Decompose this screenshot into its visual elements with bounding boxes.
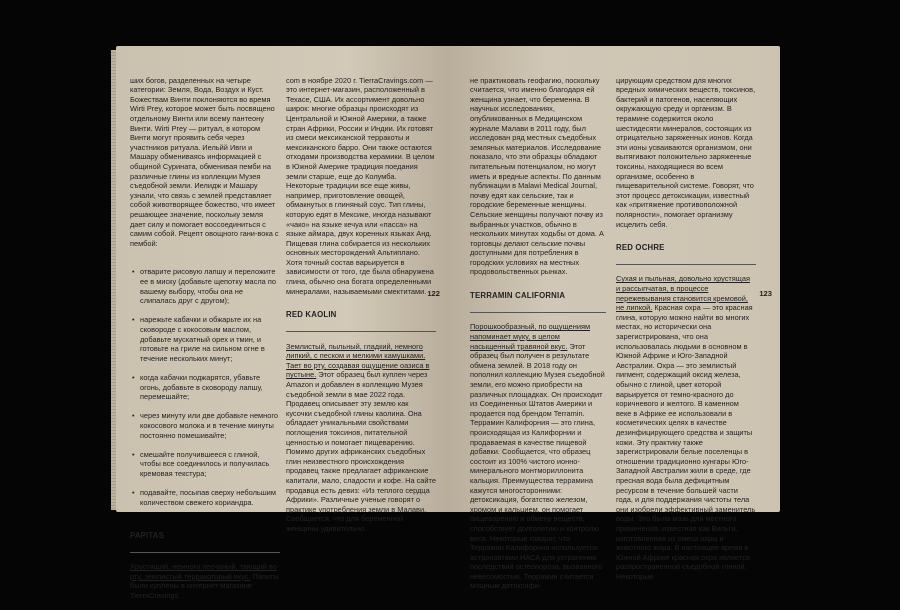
heading-rule: [130, 552, 280, 553]
paragraph: [470, 322, 606, 591]
paragraph-text: Этот образец был получен в результате обмена землей. В 2018 году он пополнил коллекцию Музея съедобной земли, его можно приобрести на различных площадках. Он происходит из Соединенных Штатов Америки и продается под брендом Terramin. Террамин Калифорния — это глина, происходящая из Калифорнии и продаваемая в качестве пищевой добавки. Сообщается, что образец состоит из 100% чистого ионно-минерального монтмориллонита кальция. Преимущества террамина кажутся многосторонними: детоксикация, богатство железом, хромом и кальцием, он помогает пищеварению и обмену веществ, способствует долголетию и контролю веса. Некоторые говорят, что Террамин Калифорния используется астронавтами НАСА для устранения последствий остеопороза, вызванного невесомостью. Террамин считается мощным детоксифи-: [470, 341, 605, 591]
paragraph-text: Красная охра — это красная глина, которую можно найти во многих местах, но исторически она зарегистрирована, что она использовалась людьми в основном в Южной Африке и Юго-Западной Австралии. Охра — это землистый пигмент, содержащий оксид железа, обычно с глиной, цвет которой варьируется от темно-красного до коричневого и желтого. В каменном веке в Африке ее использовали в косметических целях в качестве дезинфицирующего средства и защиты кожи. Эту практику также зарегистрировали белые поселенцы в отношении традиционно кунгары Юго-Западной Австралии жили в среде, где пресная вода была дефицитным ресурсом в течение большей части года, и для поддержания чистоты тела они изобрели эффективный заменитель воды. Это была мазь для местного применения, известная как Вильги, изготовленная из смеси охры и животного жира. В настоящее время в Южной Африке красная охра является распространенной съедобной глиной. Некоторые: [616, 303, 756, 581]
open-book: [116, 28, 780, 601]
right-page-column-1: [470, 66, 606, 601]
section-heading: PAPITAS: [130, 530, 165, 540]
heading-rule: [470, 312, 606, 313]
list-item: • смешайте получившееся с глиной, чтобы все соединилось и получилась кремовая текстура;: [140, 450, 280, 479]
taste-description: Хрустящий, немного песчаный, тающий во рту, землистый терракотовый вкус.: [130, 562, 277, 581]
list-item: • через минуту или две добавьте немного кокосового молока и в течение минуты постоянно помешивайте;: [140, 411, 280, 440]
paragraph: [616, 274, 756, 581]
paragraph: цирующим средством для многих вредных химических веществ, токсинов, бактерий и патогенов, населяющих окружающую среду и организм. В терамине содержится около шестидесяти минералов, состоящих из отрицательно заряженных ионов. Когда эти ионы усваиваются организмом, они вытягивают положительно заряженные токсины, находящиеся во всем организме, особенно в пищеварительной системе. Говорят, что этот процесс детоксикации, известный как «притяжение противоположной полярности», помогает организму исцелить себя.: [616, 75, 756, 229]
right-page: [448, 46, 780, 591]
right-page-column-2: [616, 66, 756, 591]
list-item: • подавайте, посыпав сверху небольшим количеством свежего кориандра.: [140, 488, 280, 507]
heading-rule: [616, 264, 756, 265]
page-number: 122: [427, 289, 440, 298]
section-heading: TERRAMIN CALIFORNIA: [470, 290, 566, 300]
paragraph: не практиковать геофагию, поскольку считается, что именно благодаря ей женщина узнает, что беременна. В научных исследованиях, опубликованных в Медицинском журнале Малави в 2011 году, был исследован ряд местных съедобных земляных материалов. Исследование показало, что эти образцы обладают питательным потенциалом, но могут иметь и вредные аспекты. По данным публикации в Malawi Medical Journal, почву едят как сельские, так и городские беременные женщины. Сельские женщины получают почву из выбранных участков, обычно в нескольких минутах ходьбы от дома. А торговцы делают сельские почвы доступными для потребления в городских условиях на местных продовольственных рынках.: [470, 75, 604, 277]
list-item: • когда кабачки поджарятся, убавьте огонь, добавьте в сковороду лапшу, перемешайте;: [140, 373, 280, 402]
paragraph: ших богов, разделенных на четыре категории: Земля, Вода, Воздух и Куст. Божествам Винти поклоняются во время Wirti Prey, которое может быть посвящено отдельному Винти или всему пантеону Винти. Wirti Prey — ритуал, в котором Винти могут проявить себя через участников ритуала. Иельйй Ивги и Машару обмениваясь информацией с общиной Сурината, обменивая пемби на различные глины из коллекции Музея съедобной земли. Иелидж и Машару узнали, что связь с землей представляет собой животворящее божество, что имеет решающее значение, поскольку земля дает силу и помогает воссоединиться с самим собой. Рецепт овощного гани-вока с пембой:: [130, 75, 279, 248]
taste-description: Сухая и пыльная, довольно хрустящая и рассыпчатая, в процессе пережевывания становится кремовой, не липкой.: [616, 274, 751, 313]
paragraph-text: Папиты были куплены в интернет-магазине TierraCravings.: [130, 571, 279, 601]
section-heading: RED KAOLIN: [286, 309, 337, 319]
recipe-list: [130, 258, 280, 517]
taste-description: Землистый, пыльный, гладкий, немного липкий, с песком и мелкими камушками. Тает во рту, создавая ощущение оазиса в пустыне.: [286, 341, 430, 380]
paragraph-text: Этот образец был куплен через Amazon и добавлен в коллекцию Музея съедобной земли в мае 2022 года. Продавец описывает эту землю как кусочки съедобной глины каолина. Она обладает уникальными свойствами поглощения токсинов, питательной ценностью и помогает пищеварению. Помимо других африканских съедобных глин неизвестного происхождения продавец также предлагает африканские капитали, мало, сладости и кофе. На сайте продавца есть девиз: «Из теплого сердца Африки». Различные ученые говорят о практике употребления земли в Малави. Сообщается, что для беременной женщины удивительно: [286, 370, 436, 533]
paragraph: [286, 342, 436, 534]
section-heading: RED OCHRE: [616, 242, 665, 252]
heading-rule: [286, 331, 436, 332]
left-page-column-2: [286, 66, 436, 543]
left-page: [116, 46, 448, 601]
taste-description: Порошкообразный, по ощущениям напоминает муку, в целом насыщенный травяной вкус.: [470, 322, 591, 351]
page-number: 123: [759, 289, 772, 298]
paragraph: com в ноябре 2020 г. TierraCravings.com — это интернет-магазин, расположенный в Техасе, США. Их ассортимент довольно широк: многие образцы происходят из Центральной и Южной Америки, а также стран Африки, России и Индии. Их готовят из смеси мексиканской терракоты и мексиканского барро. Они также остаются отходами производства керамики. В целом в Южной Америке традиция поедания земли старше, еще до Колумба. Некоторые традиции все еще живы, например, приготовление овощей, обмакнутых в глиняный соус. Тип глины, которую едят в Мексике, иногда называют «чако» на языке кечуа или «пасса» на языке аймара, двух коренных языках Анд. Пищевая глина собирается из нескольких основных месторождений Альтиплано. Хотя точный состав варьируется в зависимости от того, где была обнаружена глина, обычно она богата определенными минералами, называемыми смектитами.: [286, 75, 435, 296]
paragraph: [130, 562, 280, 600]
list-item: • нарежьте кабачки и обжарьте их на сковороде с кокосовым маслом, добавьте мускатный орех и тмин, и готовьте на гриле на сильном огне в течение нескольких минут;: [140, 315, 280, 363]
left-page-column-1: [130, 66, 280, 610]
list-item: • отварите рисовую лапшу и переложите ее в миску (добавьте щепотку масла по вашему выбору, чтобы она не слипалась друг с другом);: [140, 267, 280, 305]
